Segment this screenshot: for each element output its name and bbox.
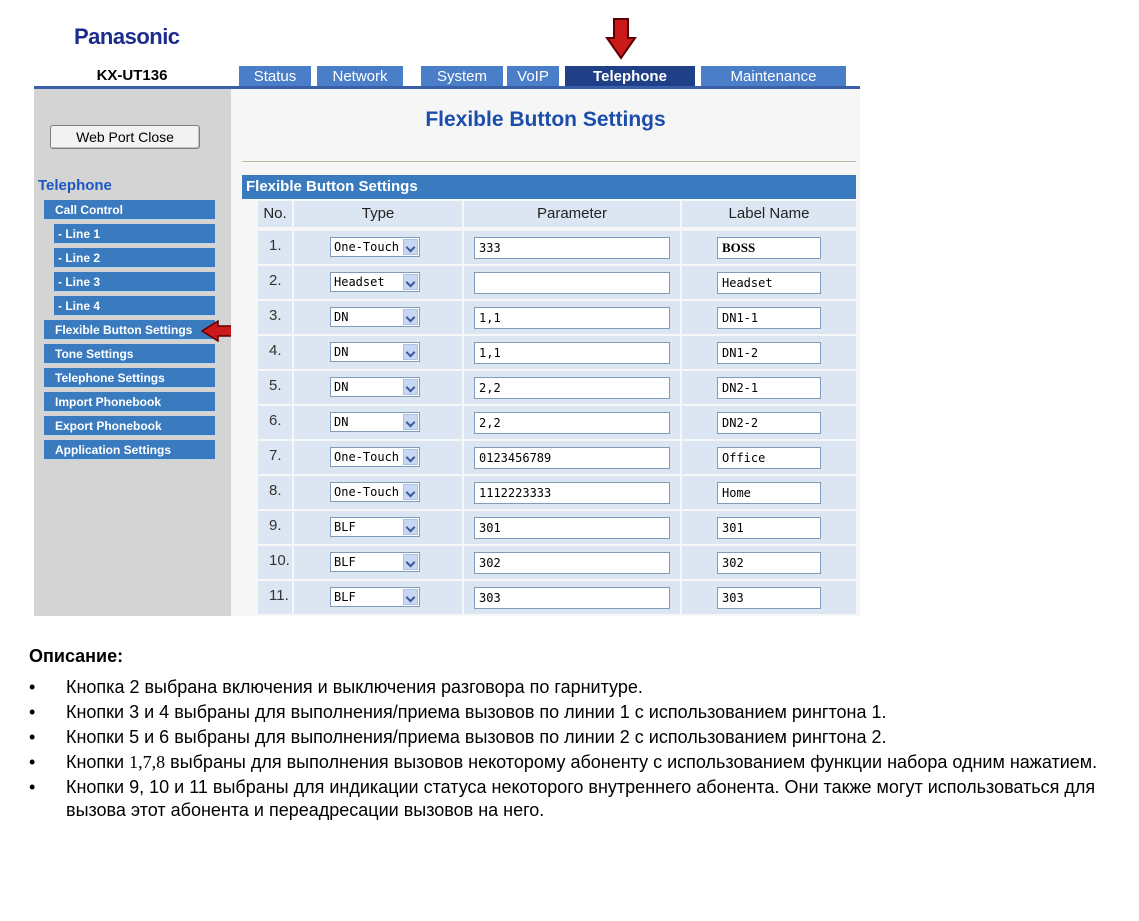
panasonic-logo: Panasonic	[74, 24, 180, 49]
parameter-cell	[464, 441, 680, 474]
label-name-input[interactable]: Headset	[717, 272, 821, 294]
header-label-name: Label Name	[682, 201, 856, 227]
table-row	[258, 581, 856, 614]
label-cell	[682, 371, 856, 404]
type-cell	[294, 336, 462, 369]
table-row	[258, 371, 856, 404]
chevron-down-icon[interactable]	[403, 589, 418, 605]
type-select-value: One-Touch	[334, 485, 400, 499]
row-number: 9.	[258, 511, 292, 544]
label-cell	[682, 546, 856, 579]
row-number: 10.	[258, 546, 292, 579]
parameter-cell	[464, 371, 680, 404]
parameter-input[interactable]: 2,2	[474, 412, 670, 434]
parameter-cell	[464, 301, 680, 334]
chevron-down-icon[interactable]	[403, 309, 418, 325]
description-list	[29, 676, 1129, 824]
type-cell	[294, 581, 462, 614]
parameter-cell	[464, 406, 680, 439]
sidebar-item-application-settings[interactable]: Application Settings	[44, 440, 215, 460]
description-text: выбраны для выполнения вызовов некоторому абоненту с использованием функции набора одним нажатием.	[165, 752, 1098, 772]
label-name-input[interactable]: DN2-1	[717, 377, 821, 399]
header-type: Type	[294, 201, 462, 227]
header-parameter: Parameter	[464, 201, 680, 227]
chevron-down-icon[interactable]	[403, 274, 418, 290]
type-select-value: Headset	[334, 275, 385, 289]
type-select[interactable]	[330, 517, 420, 537]
section-header: Flexible Button Settings	[242, 175, 856, 199]
label-cell	[682, 581, 856, 614]
tab-status[interactable]: Status	[239, 66, 311, 87]
page-title: Flexible Button Settings	[425, 108, 666, 131]
parameter-cell	[464, 336, 680, 369]
tab-voip[interactable]: VoIP	[507, 66, 559, 87]
label-cell	[682, 266, 856, 299]
parameter-cell	[464, 266, 680, 299]
type-select[interactable]	[330, 587, 420, 607]
chevron-down-icon[interactable]	[403, 344, 418, 360]
type-cell	[294, 231, 462, 264]
label-name-input[interactable]: Office	[717, 447, 821, 469]
chevron-down-icon[interactable]	[403, 379, 418, 395]
table-row	[258, 441, 856, 474]
parameter-input[interactable]: 1,1	[474, 307, 670, 329]
chevron-down-icon[interactable]	[403, 554, 418, 570]
parameter-cell	[464, 511, 680, 544]
parameter-input[interactable]: 1112223333	[474, 482, 670, 504]
type-select[interactable]	[330, 447, 420, 467]
description-item	[29, 776, 1129, 822]
row-number: 7.	[258, 441, 292, 474]
description-text: Кнопки 5 и 6 выбраны для выполнения/приема вызовов по линии 2 с использованием рингтона 2.	[66, 727, 887, 747]
parameter-cell	[464, 581, 680, 614]
label-name-input[interactable]: 302	[717, 552, 821, 574]
description-numbers: 1,7,8	[129, 752, 166, 772]
sidebar-item-line-4[interactable]: - Line 4	[54, 296, 215, 316]
row-number: 2.	[258, 266, 292, 299]
sidebar	[34, 89, 231, 616]
type-select-value: BLF	[334, 590, 356, 604]
parameter-input[interactable]: 303	[474, 587, 670, 609]
type-select-value: BLF	[334, 520, 356, 534]
type-cell	[294, 476, 462, 509]
type-select[interactable]	[330, 237, 420, 257]
row-number: 6.	[258, 406, 292, 439]
table-row	[258, 231, 856, 264]
sidebar-item-call-control[interactable]: Call Control	[44, 200, 215, 220]
description-item	[29, 701, 1129, 724]
type-cell	[294, 511, 462, 544]
parameter-cell	[464, 476, 680, 509]
table-row	[258, 546, 856, 579]
sidebar-item-line-1[interactable]: - Line 1	[54, 224, 215, 244]
tab-system[interactable]: System	[421, 66, 503, 87]
chevron-down-icon[interactable]	[403, 484, 418, 500]
label-cell	[682, 231, 856, 264]
table-header	[258, 201, 856, 227]
sidebar-item-line-3[interactable]: - Line 3	[54, 272, 215, 292]
parameter-input[interactable]: 301	[474, 517, 670, 539]
label-cell	[682, 301, 856, 334]
parameter-input[interactable]	[474, 272, 670, 294]
sidebar-item-line-2[interactable]: - Line 2	[54, 248, 215, 268]
label-name-input[interactable]: BOSS	[717, 237, 821, 259]
type-cell	[294, 441, 462, 474]
type-select-value: DN	[334, 380, 349, 394]
parameter-input[interactable]: 302	[474, 552, 670, 574]
description-item	[29, 676, 1129, 699]
type-select[interactable]	[330, 412, 420, 432]
row-number: 3.	[258, 301, 292, 334]
row-number: 8.	[258, 476, 292, 509]
type-select[interactable]	[330, 552, 420, 572]
description-item	[29, 751, 1129, 774]
description-text: Кнопки	[66, 752, 130, 772]
down-arrow-icon	[605, 18, 637, 60]
table-row	[258, 511, 856, 544]
parameter-cell	[464, 546, 680, 579]
label-cell	[682, 476, 856, 509]
type-cell	[294, 301, 462, 334]
label-name-input[interactable]: DN1-2	[717, 342, 821, 364]
sidebar-item-telephone-settings[interactable]: Telephone Settings	[44, 368, 215, 388]
parameter-input[interactable]: 0123456789	[474, 447, 670, 469]
label-cell	[682, 441, 856, 474]
type-select-value: DN	[334, 415, 349, 429]
description-title: Описание:	[29, 646, 124, 666]
table-row	[258, 476, 856, 509]
type-select[interactable]	[330, 272, 420, 292]
type-select[interactable]	[330, 482, 420, 502]
parameter-input[interactable]: 2,2	[474, 377, 670, 399]
label-name-input[interactable]: DN1-1	[717, 307, 821, 329]
parameter-input[interactable]: 333	[474, 237, 670, 259]
web-port-close-button[interactable]: Web Port Close	[50, 125, 200, 149]
type-select-value: BLF	[334, 555, 356, 569]
table-row	[258, 266, 856, 299]
description-text: Кнопки 9, 10 и 11 выбраны для индикации статуса некоторого внутреннего абонента. Они также могут использоваться для вызова этот абонента и переадресации вызовов на него.	[66, 777, 1096, 820]
description-text: Кнопка 2 выбрана включения и выключения разговора по гарнитуре.	[66, 677, 643, 697]
row-number: 1.	[258, 231, 292, 264]
table-row	[258, 336, 856, 369]
type-select-value: DN	[334, 310, 349, 324]
tab-network[interactable]: Network	[317, 66, 403, 87]
row-number: 11.	[258, 581, 292, 614]
sidebar-item-import-phonebook[interactable]: Import Phonebook	[44, 392, 215, 412]
label-name-input[interactable]: Home	[717, 482, 821, 504]
row-number: 4.	[258, 336, 292, 369]
label-cell	[682, 336, 856, 369]
chevron-down-icon[interactable]	[403, 519, 418, 535]
tab-telephone[interactable]: Telephone	[565, 66, 695, 87]
table-row	[258, 301, 856, 334]
header-no: No.	[258, 201, 292, 227]
sidebar-item-flexible-button-settings[interactable]: Flexible Button Settings	[44, 320, 215, 340]
label-name-input[interactable]: DN2-2	[717, 412, 821, 434]
tab-maintenance[interactable]: Maintenance	[701, 66, 846, 87]
type-select[interactable]	[330, 342, 420, 362]
title-divider	[242, 161, 856, 162]
type-select-value: One-Touch	[334, 240, 400, 254]
chevron-down-icon[interactable]	[403, 239, 418, 255]
row-number: 5.	[258, 371, 292, 404]
sidebar-item-export-phonebook[interactable]: Export Phonebook	[44, 416, 215, 436]
chevron-down-icon[interactable]	[403, 449, 418, 465]
parameter-cell	[464, 231, 680, 264]
label-cell	[682, 511, 856, 544]
parameter-input[interactable]: 1,1	[474, 342, 670, 364]
type-select[interactable]	[330, 307, 420, 327]
label-name-input[interactable]: 301	[717, 517, 821, 539]
type-select[interactable]	[330, 377, 420, 397]
label-name-input[interactable]: 303	[717, 587, 821, 609]
type-select-value: One-Touch	[334, 450, 400, 464]
type-cell	[294, 371, 462, 404]
type-cell	[294, 546, 462, 579]
description-text: Кнопки 3 и 4 выбраны для выполнения/приема вызовов по линии 1 с использованием рингтона 1.	[66, 702, 887, 722]
type-cell	[294, 266, 462, 299]
sidebar-item-tone-settings[interactable]: Tone Settings	[44, 344, 215, 364]
description-item	[29, 726, 1129, 749]
sidebar-section-title: Telephone	[38, 177, 112, 194]
type-select-value: DN	[334, 345, 349, 359]
table-row	[258, 406, 856, 439]
model-name: KX-UT136	[96, 67, 168, 84]
label-cell	[682, 406, 856, 439]
type-cell	[294, 406, 462, 439]
chevron-down-icon[interactable]	[403, 414, 418, 430]
